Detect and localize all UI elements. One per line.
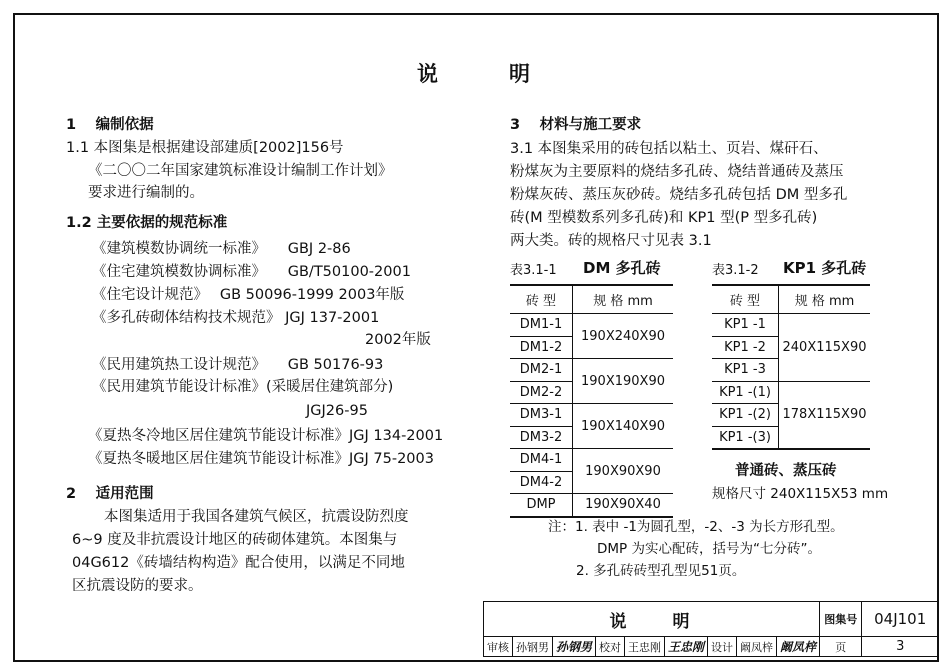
table1-header-type: 砖 型 [510, 285, 573, 314]
table2-cell-type: KP1 -1 [712, 314, 779, 337]
design-label: 设计 [708, 637, 737, 657]
section-1-1-text-2: 《二〇〇二年国家建筑标准设计编制工作计划》 [88, 163, 393, 179]
table1-cell-type: DM3-1 [510, 404, 573, 427]
standard-ref: 《夏热冬暖地区居住建筑节能设计标准》JGJ 75-2003 [88, 451, 434, 467]
atlas-no: 04J101 [862, 602, 939, 637]
standard-ref: 《住宅建筑模数协调标准》 GB/T50100-2001 [92, 264, 411, 280]
table1-cell-size: 190X90X90 [573, 449, 674, 494]
table2-caption: KP1 多孔砖 [783, 259, 867, 277]
checker-name: 王忠刚 [625, 637, 665, 657]
reviewer-name: 孙钢男 [513, 637, 553, 657]
table2-header-size: 规 格 mm [779, 285, 871, 314]
title-block [483, 601, 939, 657]
table1-cell-type: DM1-2 [510, 336, 573, 359]
table2-cell-type: KP1 -(3) [712, 426, 779, 449]
table1-cell-type: DMP [510, 494, 573, 517]
table1-cell-type: DM4-1 [510, 449, 573, 472]
reviewer-signature: 孙钢男 [556, 640, 593, 654]
table1-cell-type: DM4-2 [510, 471, 573, 494]
table2-number: 表3.1-2 [712, 263, 759, 278]
designer-name: 阚凤梓 [737, 637, 777, 657]
table1-cell-type: DM2-2 [510, 381, 573, 404]
note-1: 注：1. 表中 -1为圆孔型，-2、-3 为长方形孔型。 [548, 519, 844, 535]
table2-header-type: 砖 型 [712, 285, 779, 314]
table2-cell-size: 178X115X90 [779, 381, 871, 449]
table2-cell-type: KP1 -3 [712, 359, 779, 382]
table2-cell-type: KP1 -2 [712, 336, 779, 359]
check-label: 校对 [596, 637, 625, 657]
page-label: 页 [820, 637, 862, 657]
section-3-text: 砖(M 型模数系列多孔砖)和 KP1 型(P 型多孔砖) [510, 210, 818, 226]
page-title: 说 明 [417, 62, 532, 86]
section-3-text: 两大类。砖的规格尺寸见表 3.1 [510, 233, 712, 249]
standard-ref: 《民用建筑节能设计标准》(采暖居住建筑部分) [92, 379, 394, 395]
section-2-text: 04G612《砖墙结构构造》配合使用，以满足不同地 [72, 555, 405, 571]
table1-cell-type: DM2-1 [510, 359, 573, 382]
section-1-2-heading: 1.2 主要依据的规范标准 [66, 215, 228, 231]
standard-ref: 《住宅设计规范》 GB 50096-1999 2003年版 [92, 287, 405, 303]
table1-cell-type: DM1-1 [510, 314, 573, 337]
section-1-1-text-3: 要求进行编制的。 [88, 185, 204, 201]
table1-caption: DM 多孔砖 [583, 259, 661, 277]
section-2-heading: 2 适用范围 [66, 486, 154, 502]
checker-signature: 王忠刚 [668, 640, 705, 654]
title-block-name: 说 明 [484, 602, 820, 637]
standard-ref: 《建筑模数协调统一标准》 GBJ 2-86 [92, 241, 351, 257]
section-3-heading: 3 材料与施工要求 [510, 117, 642, 133]
section-2-text: 区抗震设防的要求。 [72, 578, 203, 594]
standard-ref: 《多孔砖砌体结构技术规范》 JGJ 137-2001 [92, 310, 380, 326]
common-brick-title: 普通砖、蒸压砖 [735, 463, 837, 479]
section-2-text: 6~9 度及非抗震设计地区的砖砌体建筑。本图集与 [72, 532, 398, 548]
table1-cell-type: DM3-2 [510, 426, 573, 449]
note-2: 2. 多孔砖砖型孔型见51页。 [576, 563, 746, 579]
review-label: 审核 [484, 637, 513, 657]
standard-ref: 《夏热冬冷地区居住建筑节能设计标准》JGJ 134-2001 [88, 428, 444, 444]
section-3-text: 粉煤灰砖、蒸压灰砂砖。烧结多孔砖包括 DM 型多孔 [510, 187, 848, 203]
table1-cell-size: 190X240X90 [573, 314, 674, 359]
common-brick-size: 规格尺寸 240X115X53 mm [712, 486, 889, 502]
table1-cell-size: 190X190X90 [573, 359, 674, 404]
section-2-text: 本图集适用于我国各建筑气候区，抗震设防烈度 [104, 509, 409, 525]
designer-signature: 阚凤梓 [780, 640, 817, 654]
section-3-text: 3.1 本图集采用的砖包括以粘土、页岩、煤矸石、 [510, 141, 828, 157]
section-3-text: 粉煤灰为主要原料的烧结多孔砖、烧结普通砖及蒸压 [510, 164, 844, 180]
table1-number: 表3.1-1 [510, 263, 557, 278]
note-1-cont: DMP 为实心配砖，括号为“七分砖”。 [597, 541, 821, 557]
section-1-heading: 1 编制依据 [66, 117, 154, 133]
table1-cell-size: 190X90X40 [573, 494, 674, 517]
section-1-1-text: 1.1 本图集是根据建设部建质[2002]156号 [66, 140, 344, 156]
table1-header-size: 规 格 mm [573, 285, 674, 314]
standard-ref-code: JGJ26-95 [306, 403, 368, 419]
table2-cell-type: KP1 -(2) [712, 404, 779, 427]
table2-cell-size: 240X115X90 [779, 314, 871, 382]
kp1-brick-table [712, 284, 870, 450]
standard-ref: 《民用建筑热工设计规范》 GB 50176-93 [92, 357, 384, 373]
standard-ref-edition: 2002年版 [365, 332, 431, 348]
table1-cell-size: 190X140X90 [573, 404, 674, 449]
atlas-no-label: 图集号 [820, 602, 862, 637]
dm-brick-table [510, 284, 673, 518]
table2-cell-type: KP1 -(1) [712, 381, 779, 404]
page-number: 3 [862, 637, 939, 657]
